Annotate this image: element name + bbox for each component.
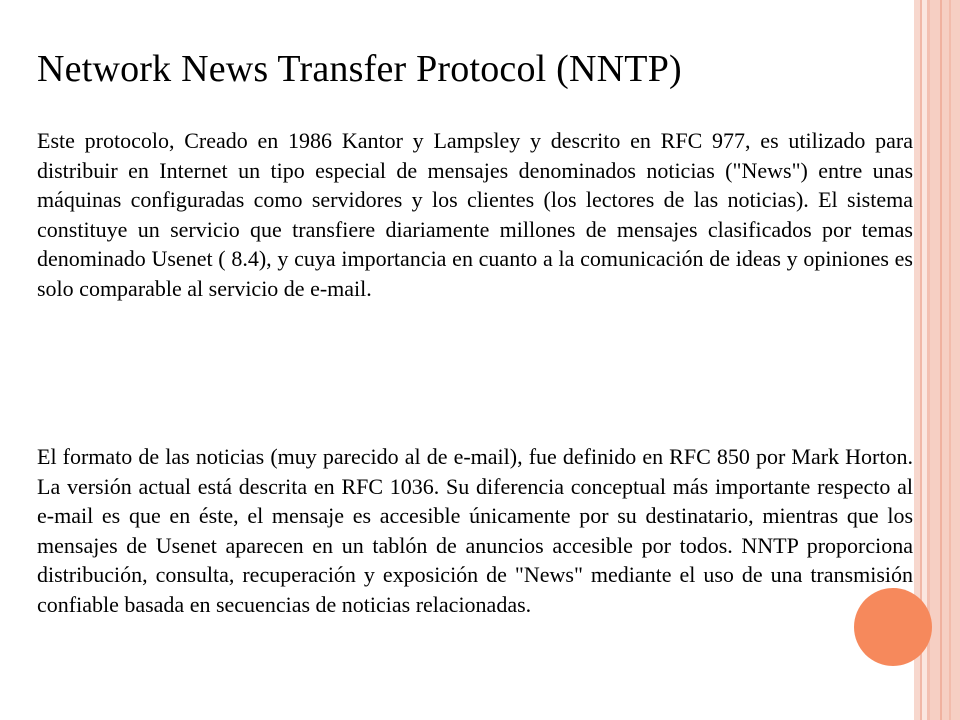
decorative-stripe xyxy=(940,0,942,720)
slide-title: Network News Transfer Protocol (NNTP) xyxy=(37,48,682,90)
decorative-circle xyxy=(854,588,932,666)
body-paragraph-2: El formato de las noticias (muy parecido al de e-mail), fue definido en RFC 850 por Mark Horton. La versión actual está descrita en RFC 1036. Su diferencia conceptual más importante respecto al e-mail es que en éste, el mensaje es accesible únicamente por su destinatario, mientras que los mensajes de Usenet aparecen en un tablón de anuncios accesible por todos. NNTP proporciona distribución, consulta, recuperación y exposición de "News" mediante el uso de una transmisión confiable basada en secuencias de noticias relacionadas. xyxy=(37,444,913,617)
decorative-stripe xyxy=(949,0,951,720)
body-paragraph-1: Este protocolo, Creado en 1986 Kantor y Lampsley y descrito en RFC 977, es utilizado para distribuir en Internet un tipo especial de mensajes denominados noticias ("News") entre unas máquinas configuradas como servidores y los clientes (los lectores de las noticias). El sistema constituye un servicio que transfiere diariamente millones de mensajes clasificados por temas denominado Usenet ( 8.4), y cuya importancia en cuanto a la comunicación de ideas y opiniones es solo comparable al servicio de e-mail. xyxy=(37,128,913,301)
decorative-stripe xyxy=(930,0,960,720)
